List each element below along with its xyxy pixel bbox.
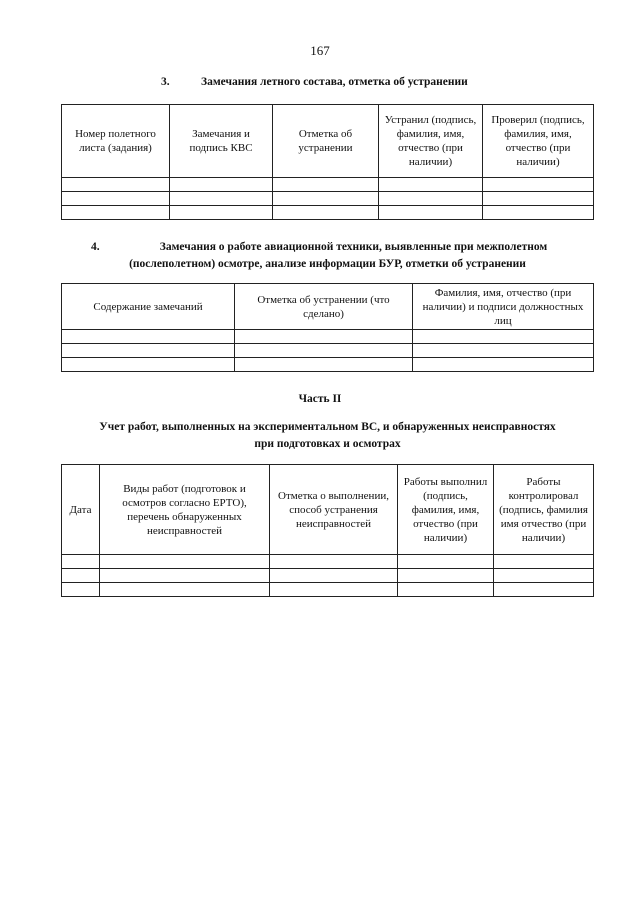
table-cell <box>398 555 494 569</box>
table-row <box>62 192 594 206</box>
table-cell <box>62 583 100 597</box>
table-cell <box>100 569 270 583</box>
table-cell <box>62 206 170 220</box>
header-cell: Работы выполнил (подпись, фамилия, имя, отчество (при наличии) <box>398 465 494 555</box>
table-cell <box>170 178 273 192</box>
table-cell <box>379 206 483 220</box>
table-cell <box>413 344 594 358</box>
table-cell <box>235 358 413 372</box>
table-cell <box>398 583 494 597</box>
table-cell <box>62 358 235 372</box>
part-2-title: Часть II <box>298 393 342 405</box>
part-2-subtitle-line2: при подготовках и осмотрах <box>254 438 401 450</box>
table-row <box>62 178 594 192</box>
table-cell <box>413 358 594 372</box>
table-cell <box>483 178 594 192</box>
table-cell <box>62 330 235 344</box>
table-cell <box>483 206 594 220</box>
table-cell <box>100 555 270 569</box>
header-cell: Дата <box>62 465 100 555</box>
section-4-number: 4. <box>91 241 100 253</box>
table-cell <box>170 206 273 220</box>
table-header-row <box>62 105 594 178</box>
table-cell <box>62 569 100 583</box>
header-cell: Отметка об устранении (что сделано) <box>235 284 413 330</box>
table-cell <box>494 555 594 569</box>
table-cell <box>270 569 398 583</box>
table-row <box>62 330 594 344</box>
part-2-subtitle-line1: Учет работ, выполненных на экспериментальном ВС, и обнаруженных неисправностях <box>99 421 556 433</box>
table-cell <box>235 330 413 344</box>
table-cell <box>273 192 379 206</box>
header-cell: Отметка о выполнении, способ устранения неисправностей <box>270 465 398 555</box>
section-3-title: Замечания летного состава, отметка об устранении <box>201 76 468 88</box>
header-cell: Номер полетного листа (задания) <box>62 105 170 178</box>
table-cell <box>270 555 398 569</box>
table-cell <box>494 569 594 583</box>
header-cell: Устранил (подпись, фамилия, имя, отчество (при наличии) <box>379 105 483 178</box>
header-cell: Замечания и подпись КВС <box>170 105 273 178</box>
table-header-row <box>62 284 594 330</box>
table-cell <box>413 330 594 344</box>
section-4-title-line2: (послеполетном) осмотре, анализе информации БУР, отметки об устранении <box>129 258 526 270</box>
table-row <box>62 358 594 372</box>
table-cell <box>100 583 270 597</box>
table-cell <box>379 192 483 206</box>
section-3-number: 3. <box>161 76 170 88</box>
part-2-subtitle <box>40 419 615 453</box>
table-cell <box>379 178 483 192</box>
header-cell: Виды работ (подготовок и осмотров согласно ЕРТО), перечень обнаруженных неисправностей <box>100 465 270 555</box>
table-cell <box>494 583 594 597</box>
table-cell <box>273 178 379 192</box>
part-2-table <box>61 464 594 597</box>
table-cell <box>62 178 170 192</box>
table-row <box>62 583 594 597</box>
table-header-row <box>62 465 594 555</box>
table-cell <box>398 569 494 583</box>
section-4-title-line1: Замечания о работе авиационной техники, выявленные при межполетном <box>159 241 548 253</box>
table-cell <box>483 192 594 206</box>
section-4-heading <box>60 239 595 273</box>
header-cell: Отметка об устранении <box>273 105 379 178</box>
table-row <box>62 569 594 583</box>
table-row <box>62 555 594 569</box>
header-cell: Работы контролировал (подпись, фамилия имя отчество (при наличии) <box>494 465 594 555</box>
table-cell <box>62 344 235 358</box>
table-cell <box>273 206 379 220</box>
table-row <box>62 206 594 220</box>
table-cell <box>62 555 100 569</box>
section-4-table <box>61 283 594 372</box>
header-cell: Содержание замечаний <box>62 284 235 330</box>
page-number: 167 <box>310 43 330 58</box>
section-3-heading <box>161 74 511 91</box>
table-cell <box>270 583 398 597</box>
table-row <box>62 344 594 358</box>
section-3-table <box>61 104 594 220</box>
header-cell: Проверил (подпись, фамилия, имя, отчество (при наличии) <box>483 105 594 178</box>
header-cell: Фамилия, имя, отчество (при наличии) и подписи должностных лиц <box>413 284 594 330</box>
table-cell <box>170 192 273 206</box>
table-cell <box>62 192 170 206</box>
table-cell <box>235 344 413 358</box>
